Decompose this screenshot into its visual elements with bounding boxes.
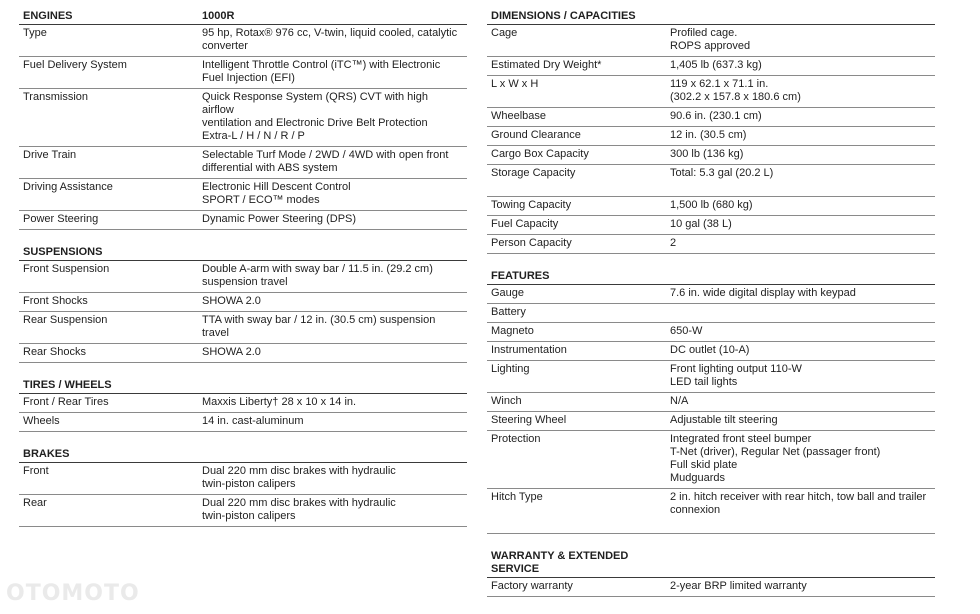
spec-row [19,293,467,312]
spec-label: Front / Rear Tires [23,396,109,408]
spec-value: 14 in. cast-aluminum [202,415,304,427]
spec-section-warranty-extended-service [487,548,935,597]
section-header [19,377,467,394]
spec-value: Adjustable tilt steering [670,414,778,426]
spec-row [487,431,935,489]
spec-row [487,146,935,165]
spec-label: Gauge [491,287,525,299]
spec-label: Power Steering [23,213,99,225]
spec-value: 2-year BRP limited warranty [670,580,807,592]
spec-row [19,25,467,57]
spec-label: Drive Train [23,149,77,161]
section-title: WARRANTY & EXTENDED SERVICE [491,550,629,575]
spec-value: 12 in. (30.5 cm) [670,129,747,141]
spec-value: Profiled cage. ROPS approved [670,27,751,52]
spec-value: Electronic Hill Descent Control SPORT / ECO™ modes [202,181,351,206]
section-header [19,446,467,463]
spec-value: 2 [670,237,677,249]
left-spec-column [19,8,467,541]
section-header [487,268,935,285]
spec-label: Person Capacity [491,237,572,249]
spec-label: Steering Wheel [491,414,567,426]
spec-value [670,306,935,319]
spec-value: 7.6 in. wide digital display with keypad [670,287,856,299]
spec-label: Type [23,27,47,39]
spec-row [19,463,467,495]
spec-value: Dual 220 mm disc brakes with hydraulic twin-piston calipers [202,465,396,490]
spec-label: Driving Assistance [23,181,113,193]
spec-row [487,323,935,342]
section-title: DIMENSIONS / CAPACITIES [491,10,636,22]
spec-section-suspensions [19,244,467,363]
spec-section-features [487,268,935,534]
spec-value: 119 x 62.1 x 71.1 in. (302.2 x 157.8 x 180.6 cm) [670,78,801,103]
spec-value: 10 gal (38 L) [670,218,732,230]
spec-value: 300 lb (136 kg) [670,148,744,160]
section-title: ENGINES [23,10,73,22]
spec-label: Transmission [23,91,88,103]
spec-value: DC outlet (10-A) [670,344,750,356]
section-header [487,8,935,25]
spec-row [19,89,467,147]
spec-section-tires-wheels [19,377,467,432]
spec-row [19,147,467,179]
spec-row [487,57,935,76]
spec-label: Towing Capacity [491,199,572,211]
spec-label: Front [23,465,49,477]
spec-value: Front lighting output 110-W LED tail lights [670,363,802,388]
section-title: BRAKES [23,448,70,460]
spec-row [19,57,467,89]
spec-row [487,108,935,127]
spec-label: Rear Suspension [23,314,108,326]
spec-label: Estimated Dry Weight* [491,59,602,71]
section-header [19,244,467,261]
spec-value: Double A-arm with sway bar / 11.5 in. (29.2 cm) suspension travel [202,263,433,288]
spec-label: Fuel Capacity [491,218,559,230]
spec-value: 650-W [670,325,703,337]
spec-row [19,211,467,230]
section-title: TIRES / WHEELS [23,379,112,391]
right-spec-column [487,8,935,611]
spec-value: Dynamic Power Steering (DPS) [202,213,357,225]
spec-row [487,361,935,393]
spec-row [487,76,935,108]
spec-section-dimensions-capacities [487,8,935,254]
spec-row [487,235,935,254]
spec-label: Wheelbase [491,110,547,122]
spec-value: Total: 5.3 gal (20.2 L) [670,167,774,179]
spec-label: Front Suspension [23,263,110,275]
spec-row [487,578,935,597]
spec-row [19,344,467,363]
spec-label: Hitch Type [491,491,543,503]
spec-row [487,393,935,412]
spec-value: 1,405 lb (637.3 kg) [670,59,762,71]
spec-row [487,489,935,534]
spec-row [19,495,467,527]
spec-label: Ground Clearance [491,129,581,141]
section-header [487,548,935,578]
spec-value: Integrated front steel bumper T-Net (driver), Regular Net (passager front) Full skid plate Mudguards [670,433,881,484]
spec-label: Protection [491,433,541,445]
spec-value: 2 in. hitch receiver with rear hitch, tow ball and trailer connexion [670,491,927,516]
spec-label: Fuel Delivery System [23,59,127,71]
spec-value: 90.6 in. (230.1 cm) [670,110,762,122]
spec-value: TTA with sway bar / 12 in. (30.5 cm) suspension travel [202,314,436,339]
spec-label: Front Shocks [23,295,88,307]
spec-section-brakes [19,446,467,527]
spec-section-engines [19,8,467,230]
spec-label: Rear [23,497,47,509]
spec-value: Intelligent Throttle Control (iTC™) with Electronic Fuel Injection (EFI) [202,59,441,84]
spec-label: Lighting [491,363,530,375]
section-model: 1000R [202,10,235,22]
spec-value: 95 hp, Rotax® 976 cc, V-twin, liquid cooled, catalytic converter [202,27,458,52]
spec-row [19,394,467,413]
spec-row [487,25,935,57]
spec-row [19,413,467,432]
spec-row [487,412,935,431]
spec-label: Wheels [23,415,60,427]
spec-label: Cargo Box Capacity [491,148,589,160]
spec-row [487,127,935,146]
spec-label: Rear Shocks [23,346,86,358]
spec-row [487,342,935,361]
spec-row [487,165,935,197]
spec-label: Storage Capacity [491,167,576,179]
spec-value: Maxxis Liberty† 28 x 10 x 14 in. [202,396,357,408]
watermark: OTOMOTO [6,581,140,606]
spec-label: L x W x H [491,78,539,90]
section-title: FEATURES [491,270,550,282]
spec-row [487,285,935,304]
spec-value: Quick Response System (QRS) CVT with high airflow ventilation and Electronic Drive Belt Protection Extra-L / H / N / R / P [202,91,428,142]
spec-value: Dual 220 mm disc brakes with hydraulic twin-piston calipers [202,497,396,522]
section-title: SUSPENSIONS [23,246,103,258]
spec-row [19,312,467,344]
spec-label: Factory warranty [491,580,573,592]
spec-row [487,197,935,216]
spec-label: Magneto [491,325,534,337]
spec-label: Instrumentation [491,344,567,356]
spec-value: N/A [670,395,689,407]
spec-value: SHOWA 2.0 [202,346,261,358]
spec-row [19,261,467,293]
spec-value: 1,500 lb (680 kg) [670,199,753,211]
spec-label: Cage [491,27,518,39]
spec-label: Battery [491,306,526,318]
spec-row [19,179,467,211]
spec-row [487,216,935,235]
spec-row [487,304,935,323]
spec-label: Winch [491,395,522,407]
spec-value: Selectable Turf Mode / 2WD / 4WD with open front differential with ABS system [202,149,449,174]
spec-value: SHOWA 2.0 [202,295,261,307]
section-header [19,8,467,25]
